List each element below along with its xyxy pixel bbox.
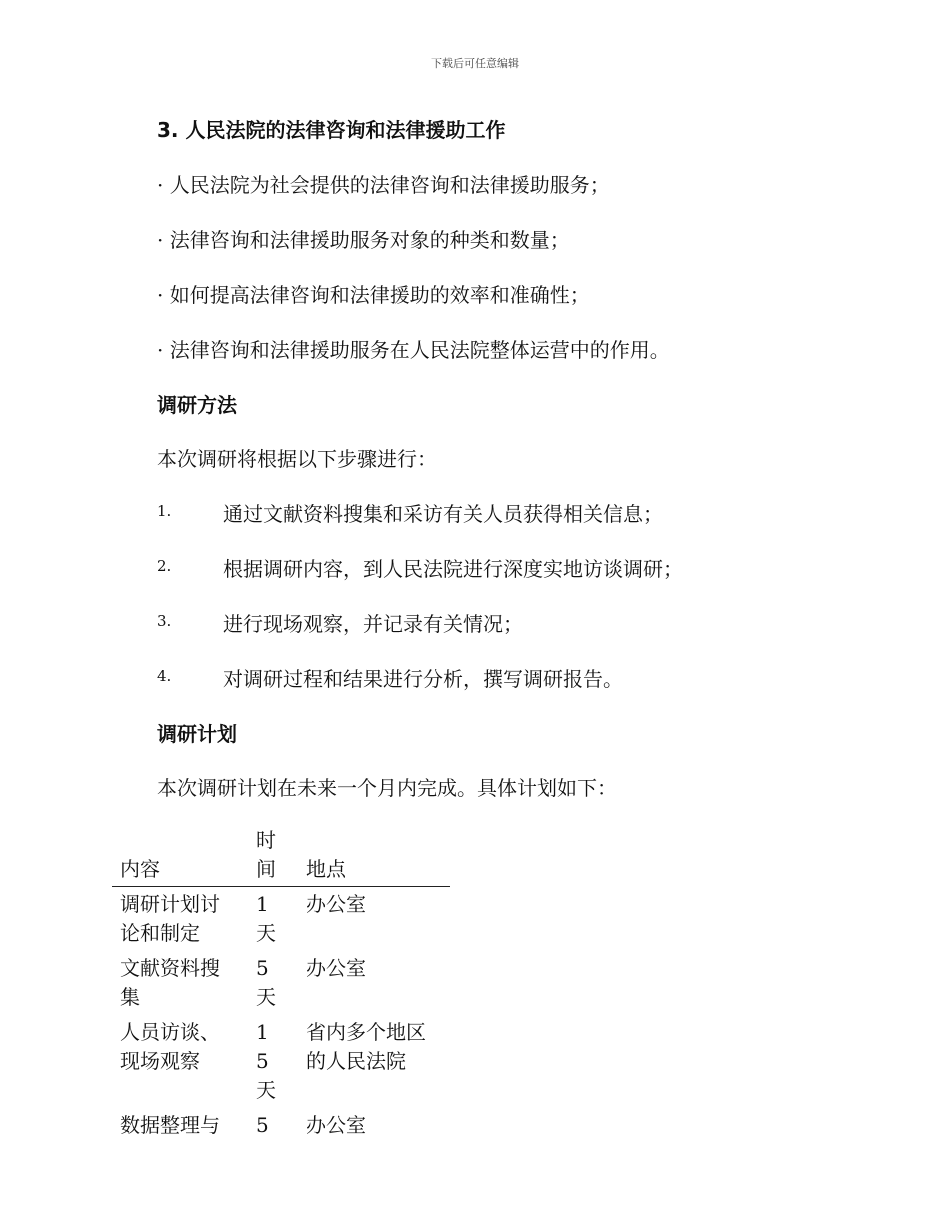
step-number: 1. (157, 502, 172, 520)
table-cell: 5 (256, 1113, 269, 1137)
table-cell: 5天 (256, 956, 276, 1009)
table-cell: 办公室 (306, 1113, 366, 1137)
table-cell: 省内多个地区的人民法院 (306, 1020, 426, 1073)
header-label: 地点 (306, 857, 346, 881)
step-number: 4. (157, 667, 172, 685)
column-header-content (112, 826, 256, 887)
table-cell: 调研计划讨论和制定 (120, 892, 220, 945)
table-row (112, 1015, 450, 1108)
table-cell: 办公室 (306, 892, 366, 916)
table-row (112, 887, 450, 952)
methods-intro: 本次调研将根据以下步骤进行： (157, 447, 437, 471)
bullet-item: · 法律咨询和法律援助服务在人民法院整体运营中的作用。 (157, 338, 670, 362)
step-text: 进行现场观察，并记录有关情况； (223, 612, 523, 636)
table-cell: 文献资料搜集 (120, 956, 220, 1009)
table-cell: 人员访谈、现场观察 (120, 1020, 220, 1073)
step-text: 根据调研内容，到人民法院进行深度实地访谈调研； (223, 557, 683, 581)
bullet-item: · 如何提高法律咨询和法律援助的效率和准确性； (157, 283, 590, 307)
step-number: 2. (157, 557, 172, 575)
step-text: 通过文献资料搜集和采访有关人员获得相关信息； (223, 502, 663, 526)
bullet-item: · 人民法院为社会提供的法律咨询和法律援助服务； (157, 173, 610, 197)
table-cell: 1天 (256, 892, 276, 945)
header-label: 时间 (256, 828, 276, 881)
section-heading-legal-aid: 3. 人民法院的法律咨询和法律援助工作 (157, 118, 506, 142)
bullet-item: · 法律咨询和法律援助服务对象的种类和数量； (157, 228, 570, 252)
table-cell: 办公室 (306, 956, 366, 980)
table-cell: 15天 (256, 1020, 276, 1102)
page-header: 下载后可任意编辑 (431, 57, 519, 70)
plan-intro: 本次调研计划在未来一个月内完成。具体计划如下： (157, 776, 617, 800)
table-header-row (112, 826, 450, 887)
table-cell: 数据整理与 (120, 1113, 220, 1137)
table-row (112, 1108, 450, 1143)
table-row (112, 951, 450, 1015)
column-header-location (306, 826, 450, 887)
step-number: 3. (157, 612, 172, 630)
column-header-time (256, 826, 306, 887)
methods-heading: 调研方法 (157, 393, 237, 417)
plan-table (112, 826, 450, 1143)
header-label: 内容 (120, 857, 160, 881)
plan-heading: 调研计划 (157, 722, 237, 746)
step-text: 对调研过程和结果进行分析，撰写调研报告。 (223, 667, 623, 691)
